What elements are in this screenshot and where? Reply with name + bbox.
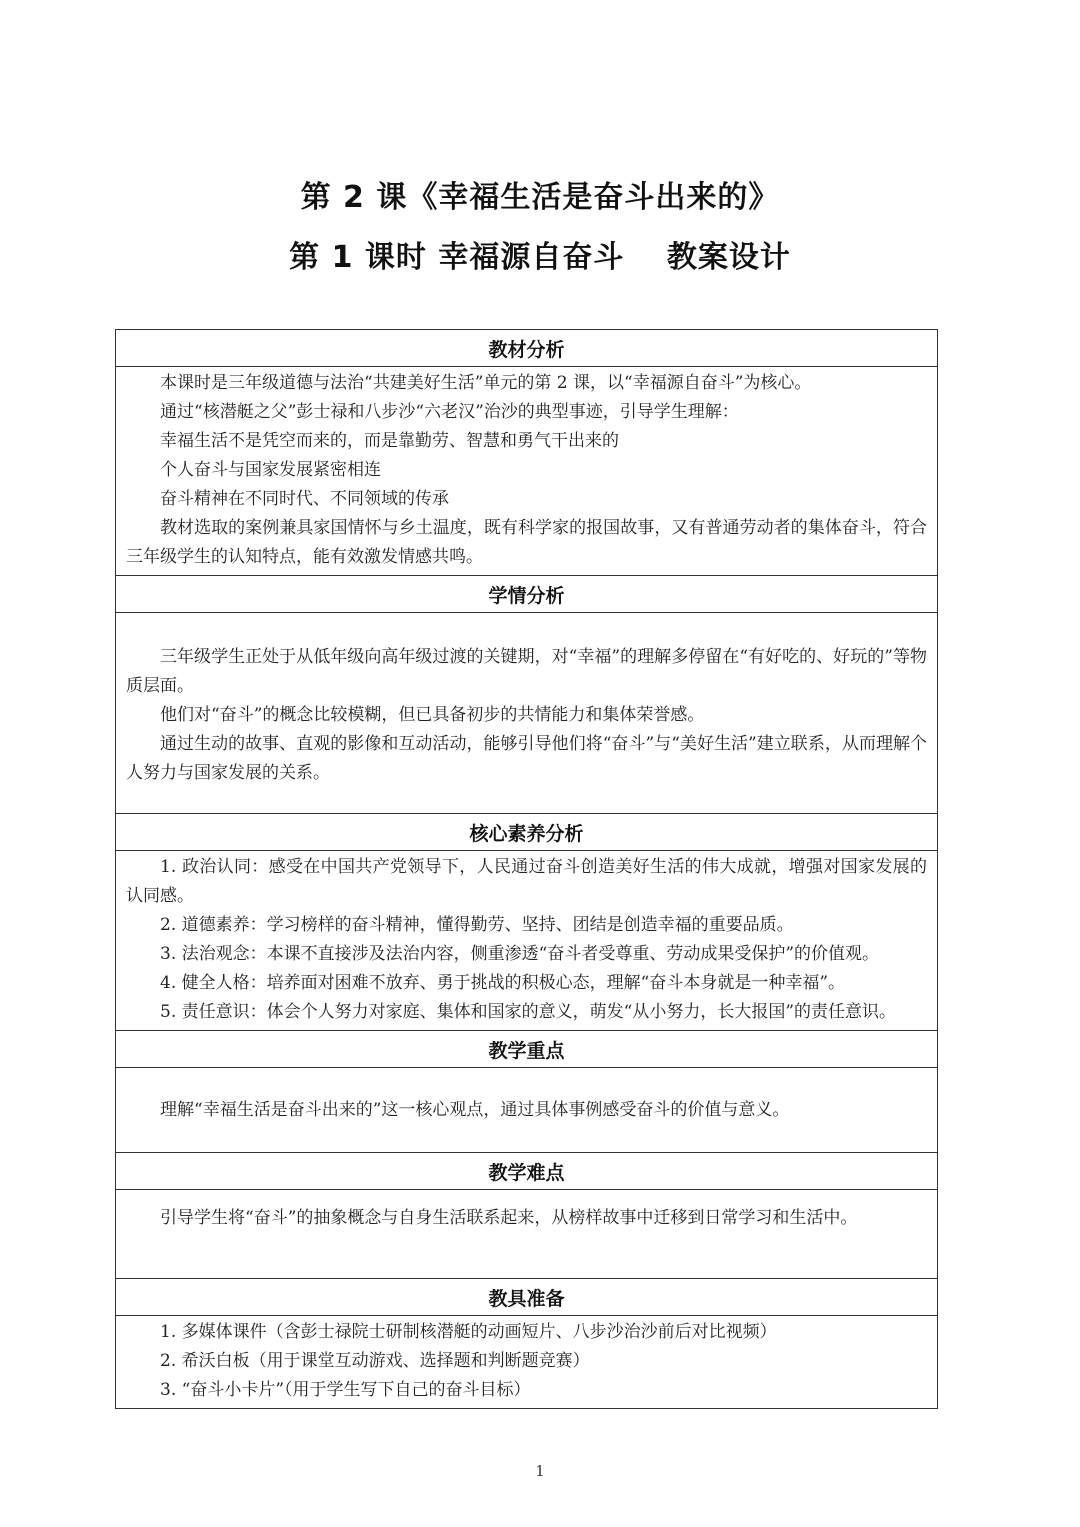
literacy-item: 2. 道德素养：学习榜样的奋斗精神，懂得勤劳、坚持、团结是创造幸福的重要品质。 (160, 915, 794, 935)
page-number: 1 (535, 1462, 545, 1480)
students-content (116, 613, 938, 814)
literacy-item: 5. 责任意识：体会个人努力对家庭、集体和国家的意义，萌发“从小努力，长大报国”的责任意识。 (160, 1002, 897, 1022)
lesson-title: 第 2 课《幸福生活是奋斗出来的》 (300, 180, 780, 215)
difficulty-content (116, 1190, 938, 1279)
materials-heading: 教材分析 (116, 330, 938, 367)
literacy-heading: 核心素养分析 (116, 814, 938, 851)
students-heading: 学情分析 (116, 576, 938, 613)
tools-item: 3. “奋斗小卡片”（用于学生写下自己的奋斗目标） (160, 1380, 531, 1400)
literacy-item: 3. 法治观念：本课不直接涉及法治内容，侧重渗透“奋斗者受尊重、劳动成果受保护”的价值观。 (160, 944, 880, 964)
tools-item: 1. 多媒体课件（含彭士禄院士研制核潜艇的动画短片、八步沙治沙前后对比视频） (160, 1322, 777, 1342)
students-paragraph: 他们对“奋斗”的概念比较模糊，但已具备初步的共情能力和集体荣誉感。 (160, 705, 705, 725)
materials-paragraph: 奋斗精神在不同时代、不同领域的传承 (160, 489, 449, 509)
literacy-content (116, 851, 938, 1031)
students-paragraph: 通过生动的故事、直观的影像和互动活动，能够引导他们将“奋斗”与“美好生活”建立联系，从而理解个人努力与国家发展的关系。 (126, 734, 927, 783)
tools-content (116, 1316, 938, 1409)
lesson-plan-table (115, 329, 938, 1409)
key-point-heading: 教学重点 (116, 1031, 938, 1068)
tools-item: 2. 希沃白板（用于课堂互动游戏、选择题和判断题竞赛） (160, 1351, 590, 1371)
difficulty-heading: 教学难点 (116, 1153, 938, 1190)
materials-paragraph: 教材选取的案例兼具家国情怀与乡土温度，既有科学家的报国故事，又有普通劳动者的集体奋斗，符合三年级学生的认知特点，能有效激发情感共鸣。 (126, 518, 927, 567)
key-point-text: 理解“幸福生活是奋斗出来的”这一核心观点，通过具体事例感受奋斗的价值与意义。 (160, 1100, 790, 1120)
materials-paragraph: 幸福生活不是凭空而来的，而是靠勤劳、智慧和勇气干出来的 (160, 431, 619, 451)
materials-paragraph: 本课时是三年级道德与法治“共建美好生活”单元的第 2 课，以“幸福源自奋斗”为核心。 (160, 373, 812, 393)
students-paragraph: 三年级学生正处于从低年级向高年级过渡的关键期，对“幸福”的理解多停留在“有好吃的、好玩的”等物质层面。 (126, 647, 927, 696)
materials-paragraph: 通过“核潜艇之父”彭士禄和八步沙“六老汉”治沙的典型事迹，引导学生理解： (160, 402, 739, 422)
materials-content (116, 367, 938, 576)
literacy-item: 1. 政治认同：感受在中国共产党领导下，人民通过奋斗创造美好生活的伟大成就，增强对国家发展的认同感。 (126, 857, 927, 906)
difficulty-text: 引导学生将“奋斗”的抽象概念与自身生活联系起来，从榜样故事中迁移到日常学习和生活中。 (160, 1208, 858, 1228)
tools-heading: 教具准备 (116, 1279, 938, 1316)
literacy-item: 4. 健全人格：培养面对困难不放弃、勇于挑战的积极心态，理解“奋斗本身就是一种幸福”。 (160, 973, 846, 993)
key-point-content (116, 1068, 938, 1153)
lesson-subtitle: 第 1 课时 幸福源自奋斗 教案设计 (289, 240, 791, 275)
materials-paragraph: 个人奋斗与国家发展紧密相连 (160, 460, 381, 480)
